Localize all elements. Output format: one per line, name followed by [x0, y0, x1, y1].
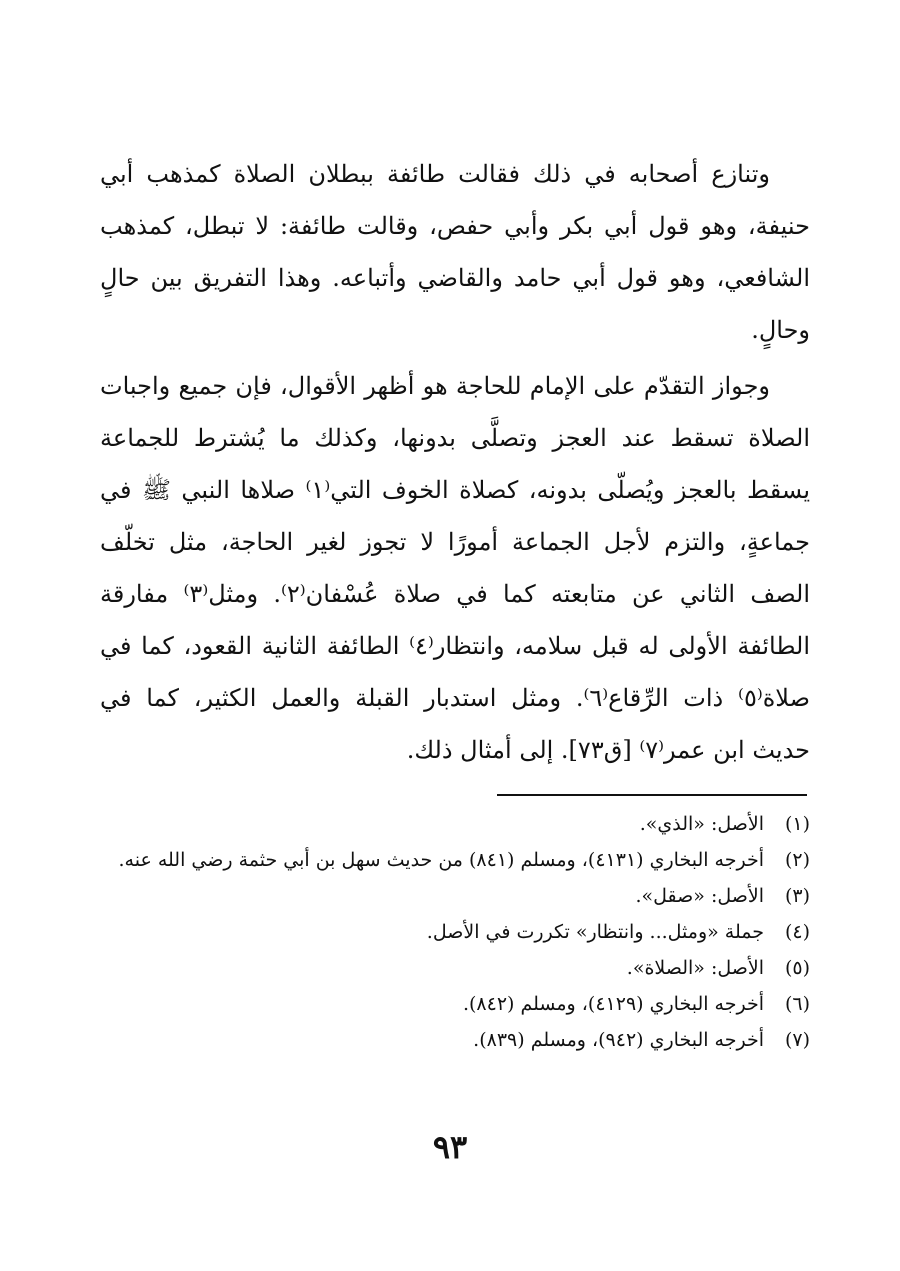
footnote — [100, 986, 810, 1022]
footnote — [100, 950, 810, 986]
footnote-text: أخرجه البخاري (٩٤٢)، ومسلم (٨٣٩). — [473, 1029, 764, 1051]
footnote-separator — [497, 794, 807, 796]
footnote-number: (١) — [784, 813, 810, 835]
paragraph: وجواز التقدّم على الإمام للحاجة هو أظهر الأقوال، فإن جميع واجبات الصلاة تسقط عند العجز وتصلَّى بدونها، وكذلك ما يُشترط للجماعة يسقط بالعجز ويُصلّى بدونه، كصلاة الخوف التي⁽١⁾ صلاها النبي ﷺ في جماعةٍ، والتزم لأجل الجماعة أمورًا لا تجوز لغير الحاجة، مثل تخلّف الصف الثاني عن متابعته كما في صلاة عُسْفان⁽٢⁾. ومثل⁽٣⁾ مفارقة الطائفة الأولى له قبل سلامه، وانتظار⁽٤⁾ الطائفة الثانية القعود، كما في صلاة⁽٥⁾ ذات الرِّقاع⁽٦⁾. ومثل استدبار القبلة والعمل الكثير، كما في حديث ابن عمر⁽٧⁾ [ق٧٣]. إلى أمثال ذلك. — [100, 372, 811, 764]
page-number: ٩٣ — [432, 1128, 468, 1166]
footnote-number: (٥) — [784, 957, 810, 979]
footnote — [100, 842, 810, 878]
footnote — [100, 878, 810, 914]
footnote-number: (٤) — [784, 921, 810, 943]
footnote-text: الأصل: «الذي». — [639, 813, 764, 835]
footnote — [100, 1022, 810, 1058]
footnote — [100, 914, 810, 950]
footnote-text: الأصل: «صقل». — [635, 885, 764, 907]
footnote-number: (٧) — [784, 1029, 810, 1051]
footnote-number: (٦) — [784, 993, 810, 1015]
footnotes — [100, 806, 810, 1058]
footnote-number: (٣) — [784, 885, 810, 907]
footnote-number: (٢) — [784, 849, 810, 871]
footnote-text: أخرجه البخاري (٤١٢٩)، ومسلم (٨٤٢). — [462, 993, 764, 1015]
footnote — [100, 806, 810, 842]
footnote-text: أخرجه البخاري (٤١٣١)، ومسلم (٨٤١) من حديث سهل بن أبي حثمة رضي الله عنه. — [118, 849, 764, 871]
footnote-text: الأصل: «الصلاة». — [626, 957, 764, 979]
main-text — [100, 148, 810, 776]
footnote-text: جملة «ومثل... وانتظار» تكررت في الأصل. — [426, 921, 764, 943]
paragraph: وتنازع أصحابه في ذلك فقالت طائفة ببطلان الصلاة كمذهب أبي حنيفة، وهو قول أبي بكر وأبي حفص، وقالت طائفة: لا تبطل، كمذهب الشافعي، وهو قول أبي حامد والقاضي وأتباعه. وهذا التفريق بين حالٍ وحالٍ. — [100, 160, 810, 344]
